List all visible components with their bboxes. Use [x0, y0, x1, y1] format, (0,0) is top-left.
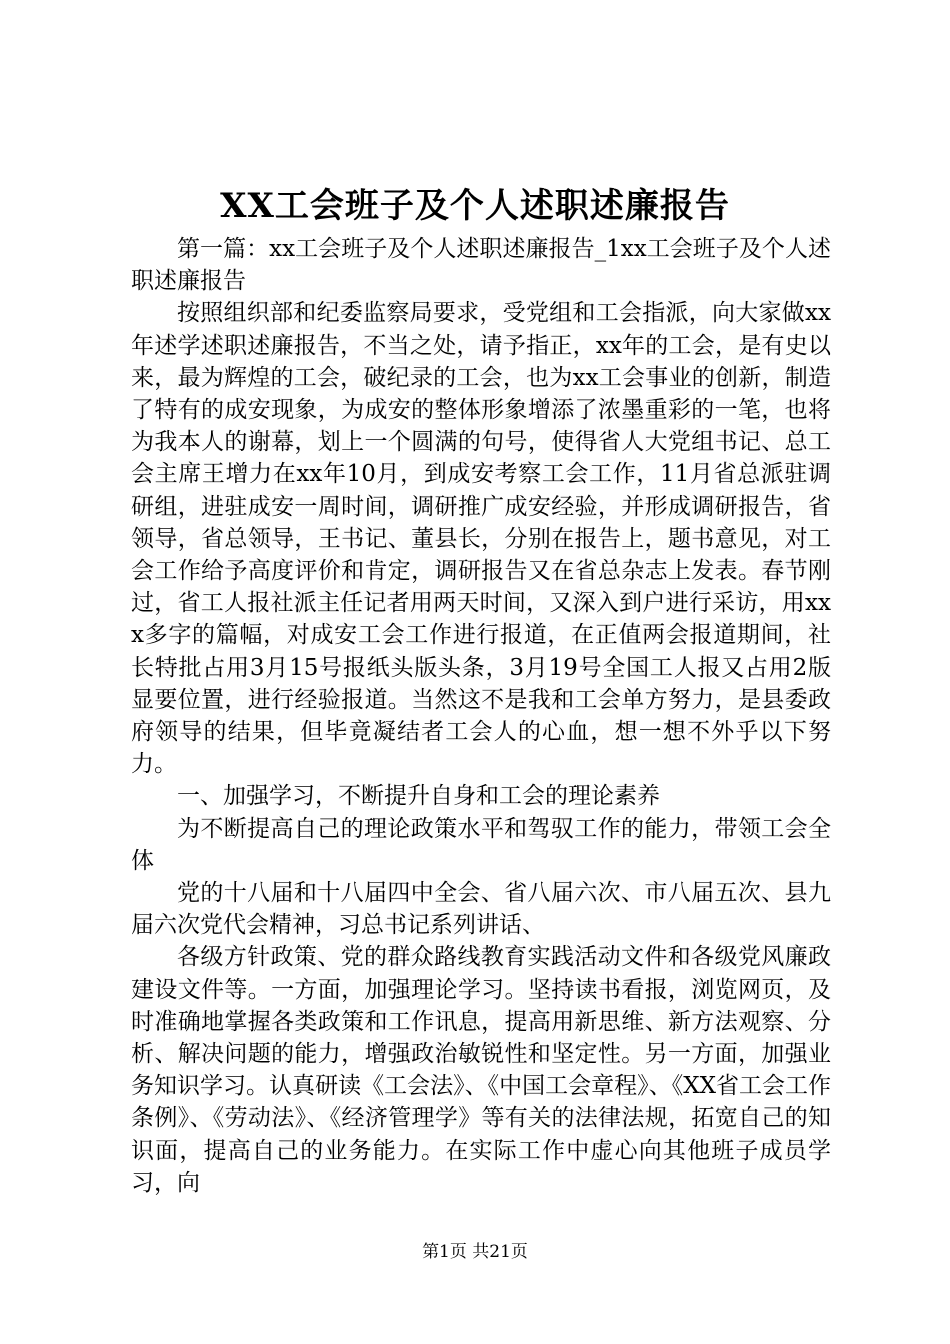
paragraph-study-intro: 为不断提高自己的理论政策水平和驾驭工作的能力，带领工会全体	[131, 815, 831, 874]
paragraph-party-meetings: 党的十八届和十八届四中全会、省八届六次、市八届五次、县九届六次党代会精神，习总书记系列讲话、	[131, 880, 831, 939]
section-heading-study: 一、加强学习，不断提升自身和工会的理论素养	[177, 783, 660, 810]
document-title: XX工会班子及个人述职述廉报告	[220, 186, 730, 226]
paragraph-policy-study: 各级方针政策、党的群众路线教育实践活动文件和各级党风廉政建设文件等。一方面，加强理论学习。坚持读书看报，浏览网页，及时准确地掌握各类政策和工作讯息，提高用新思维、新方法观察、分析、解决问题的能力，增强政治敏锐性和坚定性。另一方面，加强业务知识学习。认真研读《工会法》、《中国工会章程》、《XX省工会工作条例》、《劳动法》、《经济管理学》等有关的法律法规，拓宽自己的知识面，提高自己的业务能力。在实际工作中虚心向其他班子成员学习，向	[131, 944, 831, 1196]
document-body	[131, 233, 831, 1199]
page-number-footer: 第1页 共21页	[422, 1242, 528, 1262]
paragraph-introduction: 按照组织部和纪委监察局要求，受党组和工会指派，向大家做xx年述学述职述廉报告，不当之处，请予指正，xx年的工会，是有史以来，最为辉煌的工会，破纪录的工会，也为xx工会事业的创新，制造了特有的成安现象，为成安的整体形象增添了浓墨重彩的一笔，也将为我本人的谢幕，划上一个圆满的句号，使得省人大党组书记、总工会主席王增力在xx年10月，到成安考察工会工作，11月省总派驻调研组，进驻成安一周时间，调研推广成安经验，并形成调研报告，省领导，省总领导，王书记、董县长，分别在报告上，题书意见，对工会工作给予高度评价和肯定，调研报告又在省总杂志上发表。春节刚过，省工人报社派主任记者用两天时间，又深入到户进行采访，用xxx多字的篇幅，对成安工会工作进行报道，在正值两会报道期间，社长特批占用3月15号报纸头版头条，3月19号全国工人报又占用2版显要位置，进行经验报道。当然这不是我和工会单方努力，是县委政府领导的结果，但毕竟凝结者工会人的心血，想一想不外乎以下努力。	[131, 300, 831, 778]
paragraph-heading-first-article: 第一篇：xx工会班子及个人述职述廉报告_1xx工会班子及个人述职述廉报告	[131, 236, 831, 295]
